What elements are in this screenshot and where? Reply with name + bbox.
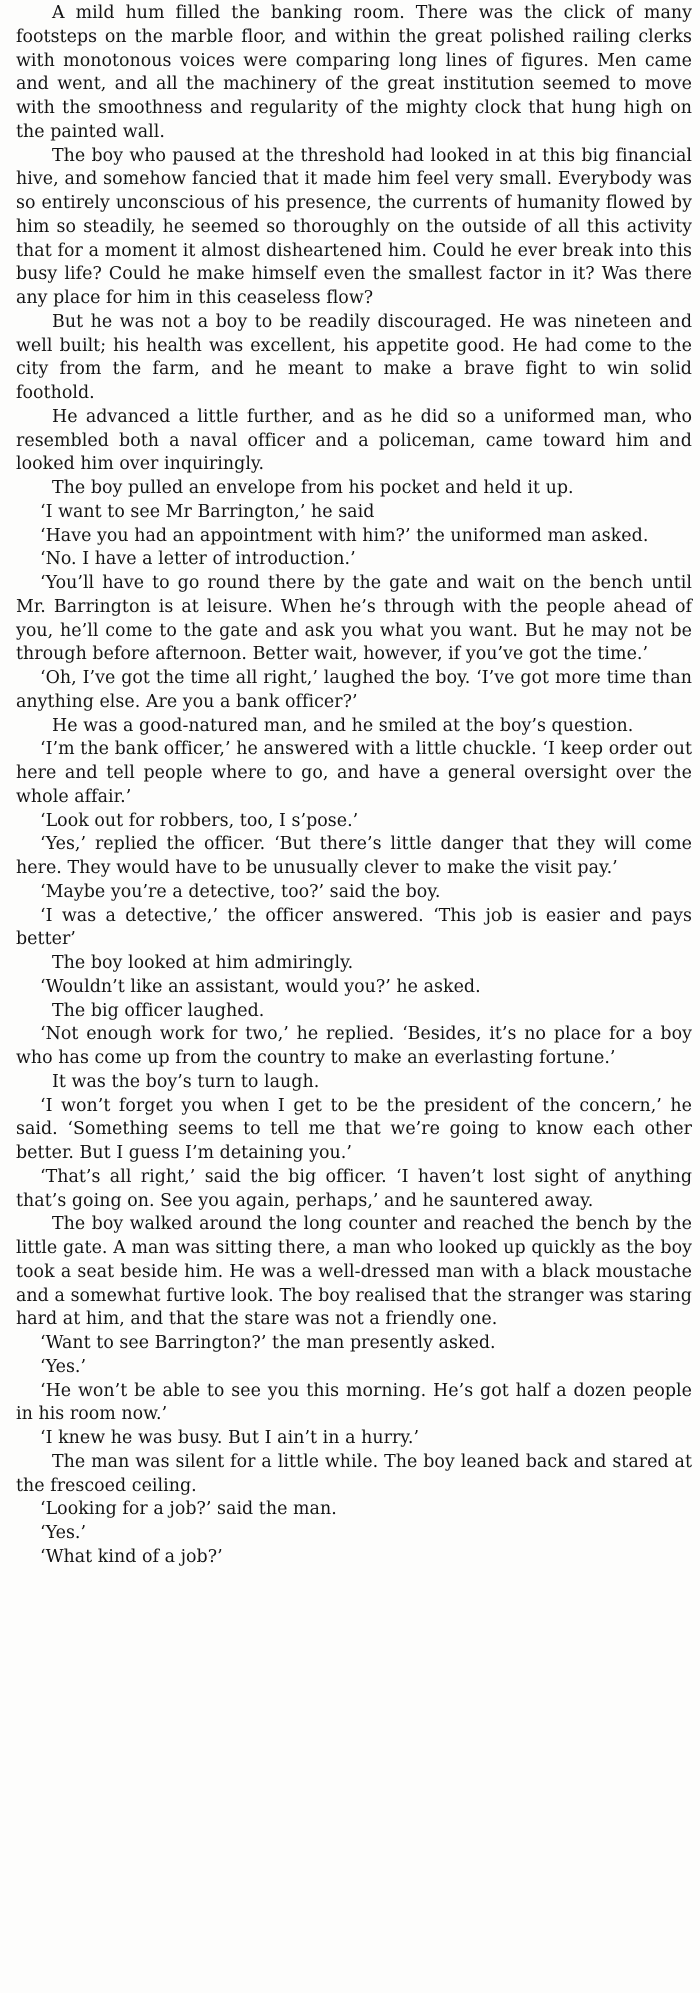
dialogue-paragraph: ‘I knew he was busy. But I ain’t in a hurry.’ [40,1428,420,1448]
paragraph: He advanced a little further, and as he did so a uniformed man, who resembled both a naval officer and a policeman, came toward him and looked him over inquiringly. [16,406,692,475]
paragraph: It was the boy’s turn to laugh. [52,1071,320,1092]
dialogue-paragraph: ‘Yes,’ replied the officer. ‘But there’s little danger that they will come here. They would have to be unusually clever to make the visit pay.’ [16,834,692,878]
dialogue-paragraph: ‘Yes.’ [40,1356,87,1377]
paragraph: The big officer laughed. [52,1000,265,1021]
dialogue-paragraph: ‘Oh, I’ve got the time all right,’ laughed the boy. ‘I’ve got more time than anything else. Are you a bank officer?’ [16,668,692,712]
dialogue-paragraph: ‘Have you had an appointment with him?’ the uniformed man asked. [40,525,649,546]
dialogue-paragraph: ‘Want to see Barrington?’ the man presently asked. [40,1333,496,1353]
paragraph: The boy pulled an envelope from his pocket and held it up. [52,478,574,498]
dialogue-paragraph: ‘You’ll have to go round there by the gate and wait on the bench until Mr. Barrington is at leisure. When he’s through with the people ahead of you, he’ll come to the gate and ask you what you want. But he may not be through before afternoon. Better wait, however, if you’ve got the time.’ [16,573,692,665]
dialogue-paragraph: ‘What kind of a job?’ [40,1546,223,1567]
dialogue-paragraph: ‘That’s all right,’ said the big officer. ‘I haven’t lost sight of anything that’s going on. See you again, perhaps,’ and he sauntered away. [16,1166,692,1211]
dialogue-paragraph: ‘Maybe you’re a detective, too?’ said the boy. [40,881,441,902]
dialogue-paragraph: ‘Not enough work for two,’ he replied. ‘Besides, it’s no place for a boy who has come up from the country to make an everlasting fortune.’ [16,1024,692,1068]
paragraph: The boy walked around the long counter and reached the bench by the little gate. A man was sitting there, a man who looked up quickly as the boy took a seat beside him. He was a well-dressed man with a black moustache and a somewhat furtive look. The boy realised that the stranger was staring hard at him, and that the stare was not a friendly one. [16,1214,692,1330]
dialogue-paragraph: ‘I’m the bank officer,’ he answered with a little chuckle. ‘I keep order out here and tell people where to go, and have a general oversight over the whole affair.’ [16,739,692,807]
paragraph: The boy who paused at the threshold had looked in at this big financial hive, and somehow fancied that it made him feel very small. Everybody was so entirely unconscious of his presence, the currents of humanity flowed by him so steadily, he seemed so thoroughly on the outside of all this activity that for a moment it almost disheartened him. Could he ever break into this busy life? Could he make himself even the smallest factor in it? Was there any place for him in this ceaseless flow? [16,145,692,308]
dialogue-paragraph: ‘Wouldn’t like an assistant, would you?’ he asked. [40,976,481,997]
dialogue-paragraph: ‘Look out for robbers, too, I s’pose.’ [40,810,359,831]
paragraph: He was a good-natured man, and he smiled at the boy’s question. [52,715,634,736]
paragraph: But he was not a boy to be readily discouraged. He was nineteen and well built; his health was excellent, his appetite good. He had come to the city from the farm, and he meant to make a brave fight to win solid foothold. [16,311,692,403]
dialogue-paragraph: ‘He won’t be able to see you this morning. He’s got half a dozen people in his room now.’ [16,1380,692,1425]
dialogue-paragraph: ‘Looking for a job?’ said the man. [40,1499,337,1520]
dialogue-paragraph: ‘I won’t forget you when I get to be the president of the concern,’ he said. ‘Something seems to tell me that we’re going to know each other better. But I guess I’m detaining you.’ [16,1095,692,1163]
dialogue-paragraph: ‘No. I have a letter of introduction.’ [40,549,356,570]
paragraph: The boy looked at him admiringly. [52,953,354,973]
story-text [16,2,692,1570]
dialogue-paragraph: ‘Yes.’ [40,1523,87,1543]
paragraph: A mild hum filled the banking room. There was the click of many footsteps on the marble floor, and within the great polished railing clerks with monotonous voices were comparing long lines of figures. Men came and went, and all the machinery of the great institution seemed to move with the smoothness and regularity of the mighty clock that hung high on the painted wall. [16,3,692,142]
dialogue-paragraph: ‘I want to see Mr Barrington,’ he said [40,501,375,522]
paragraph: The man was silent for a little while. The boy leaned back and stared at the frescoed ceiling. [16,1451,692,1496]
dialogue-paragraph: ‘I was a detective,’ the officer answered. ‘This job is easier and pays better’ [16,905,692,950]
